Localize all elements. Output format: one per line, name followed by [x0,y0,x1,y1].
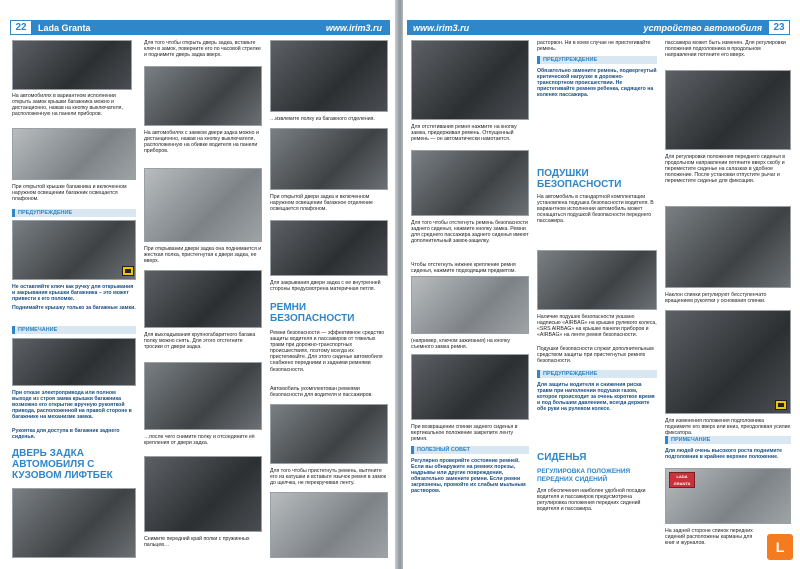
right-col1-p5: (например, ключом зажигания) на кнопку съемного замка ремня. [411,338,510,351]
left-col2-p4: Для выкладывания крупногабаритного багажа полку можно снять. Для этого отстегните тросики от двери задка. [144,332,256,351]
right-col3-p1: пассажира может быть изменен. Для регулировки положения подголовника в продольном направлении потяните его вверх. [665,40,786,59]
cargo-lamp-photo [270,128,388,190]
right-col3-p5: На задней стороне спинок передних сидений расположены карманы для книг и журналов. [665,528,753,547]
belt-fasten-photo [270,492,388,558]
seats-heading: СИДЕНЬЯ [537,452,587,463]
right-note-text: Для людей очень высокого роста поднимите подголовник в крайнее верхнее положение. [665,448,783,461]
photo-marker-icon [122,266,134,276]
shelf-cords-photo [144,270,262,328]
right-col2-p1: На автомобиль в стандартной комплектации установлена подушка безопасности водителя. В вариантном исполнении автомобиль может оснащаться подушкой безопасности переднего пассажира. [537,194,654,225]
right-col1-p3: Для того чтобы отстегнуть ремень безопасности заднего сиденья, нажмите кнопку замка. Ремни для среднего пассажира заднего сиденья имеют дополнительный замок-защелку. [411,220,529,245]
right-warning2-title: ПРЕДУПРЕЖДЕНИЕ [537,370,657,378]
site-url-left: www.irim3.ru [325,22,382,33]
publisher-logo-icon: L [767,534,793,560]
right-note-title: ПРИМЕЧАНИЕ [665,436,791,444]
right-col3-p3: Наклон спинки регулируют бесступенчато вращением рукоятки у основания спинки. [665,292,767,305]
shelf-pins-photo [144,456,262,532]
left-warning-title: ПРЕДУПРЕЖДЕНИЕ [12,209,136,217]
headrest-adjust-photo [665,310,791,414]
trunk-handle-photo [12,338,136,386]
left-col2-p1: Для того чтобы открыть дверь задка, вставьте ключ в замок, поверните его по часовой стрелке и поднимите дверь задка вверх. [144,40,261,59]
key-button-photo [411,276,529,334]
right-warning2-text: Для защиты водителя и снижения риска травм при наполнении подушки газом, которое происходит за очень короткое время и под большим давлением, всегда держите обе руки на рулевом колесе. [537,382,655,413]
liftback-heading: ДВЕРЬ ЗАДКА АВТОМОБИЛЯ С КУЗОВОМ ЛИФТБЕК [12,448,113,481]
left-col3-p4: Ремни безопасности — эффективное средство защиты водителя и пассажиров от тяжелых травм при дорожно-транспортных происшествиях, поэтому всегда их пристегивайте. Для этого сиденье автомобиля снабжено передними и задними ремнями безопасности. [270,330,385,373]
left-header [10,20,390,35]
seat-adjust-subheading: РЕГУЛИРОВКА ПОЛОЖЕНИЯ ПЕРЕДНИХ СИДЕНИЙ [537,468,631,483]
right-col3-p4: Для изменения положения подголовника поднимите его вверх или вниз, преодолевая усилие фиксатора. [665,418,791,437]
left-col3-p5: Автомобиль укомплектован ремнями безопасности для водителя и пассажиров. [270,386,373,399]
photo-marker-icon [775,400,787,410]
tip-title: ПОЛЕЗНЫЙ СОВЕТ [411,446,529,454]
trunk-lock-photo [12,40,132,90]
left-col3-p2: При открытой двери задка и включенном наружном освещении багажное отделение освещается плафоном. [270,194,373,213]
dashboard-button-photo [12,128,136,180]
left-warning-text-1: Не оставляйте ключ как ручку для открывания и закрывания крышки багажника – это может привести к его поломке. [12,284,134,303]
tip-text: Регулярно проверяйте состояние ремней. Если вы обнаружите на ремнях порезы, надрывы или другие повреждения, обязательно замените ремни. Если ремни загрязнены, промойте их слабым мыльным раствором. [411,458,526,495]
left-col2-p3: При открывании двери задка она поднимается и жесткая полка, пристегнутая к двери задка, ее вверх. [144,246,262,265]
airbag-label-photo [537,250,657,310]
left-page [0,0,397,569]
right-col3-p2: Для регулировки положения переднего сиденья в продольном направлении потяните вверх скобу и переместите сиденье на салазках в удобное положение. После установки отпустите рычаг и переместите сиденье для фиксации. [665,154,786,185]
left-warning-text-2: Поднимайте крышку только за багажные замки. [12,305,136,311]
right-warning-title: ПРЕДУПРЕЖДЕНИЕ [537,56,657,64]
left-col1-p2: При открытой крышке багажника и включенном наружном освещении багажник освещается плафоном. [12,184,127,203]
left-col1-p1: На автомобилях в вариантном исполнении открыть замок крышки багажника можно и дистанционно, нажав на кнопку выключателя, расположенную на панели приборов. [12,93,123,118]
seatbelts-heading: РЕМНИ БЕЗОПАСНОСТИ [270,302,355,324]
right-col1-p1: расторвон. Ни в коем случае не пристегивайте ремень. [537,40,651,53]
right-col1-p6: При возвращении спинки заднего сиденья в вертикальное положение закрепите ленту ремня. [411,424,518,443]
page-number-right: 23 [768,20,790,35]
liftback-loop-photo [270,220,388,276]
left-note-title: ПРИМЕЧАНИЕ [12,326,136,334]
right-col2-p3: Подушки безопасности служат дополнительным средством защиты при пристегнутых ремнях безопасности. [537,346,654,365]
right-col1-p4: Чтобы отстегнуть нижнее крепление ремня сиденья, нажмите подходящим предметом. [411,262,516,275]
left-col3-p6: Для того чтобы пристегнуть ремень, вытяните его из катушки и вставьте язычок ремня в замок до щелчка, не перекручивая ленту. [270,468,387,487]
right-page [403,0,800,569]
trunk-key-photo [12,220,136,280]
site-url-right: www.irim3.ru [413,22,470,33]
right-col1-p2: Для отстегивания ремня нажмите на кнопку замка, придерживая ремень. Отпущенный ремень — он автоматически намотается. [411,124,517,143]
open-liftback-photo [144,168,262,242]
left-note-text-1: При отказе электропривода или полном выходе из строя замка крышки багажника возможно его открытие вручную рукояткой привода, расположенной на правой стороне в багажнике на механизме замка. [12,390,132,421]
left-note-text-2: Рукоятка для доступа в багажник заднего сиденья. [12,428,120,441]
left-col2-p5: …после чего снимите полку и отсоедините её крепления от двери задка. [144,434,255,447]
left-col2-p2: На автомобилях с замком двери задка можно и дистанционно, нажав на кнопку выключателя, расположенную на обивке водителя на панели приборов. [144,130,259,155]
seat-slide-photo [665,206,791,288]
liftback-key-photo [144,66,262,126]
book-title: Lada Granta [38,22,91,33]
right-warning-text: Обязательно замените ремень, подвергнутый критической нагрузке в дорожно-транспортном происшествии. Не пристегивайте ремнем ребенка, сидящего на коленях пассажира. [537,68,657,99]
left-col3-p1: …извлеките полку из багажного отделения. [270,116,375,122]
section-title: устройство автомобиля [643,22,762,33]
left-col3-p3: Для закрывания двери задка с ее внутренней стороны предусмотрена материчная петля. [270,280,381,293]
liftback-lock-photo [12,488,136,558]
rear-belt-photo [411,150,529,216]
shelf-removal-photo [144,362,262,430]
page-number-left: 22 [10,20,32,35]
left-col2-p6: Снимите передний край полки с пружинных пальцев… [144,536,250,549]
shelf-extract-photo [270,40,388,112]
right-col2-p4: Для обеспечения наиболее удобной посадки водителя и пассажиров предусмотрена регулировка положения передних сидений водителя и пассажира. [537,488,646,513]
belt-buckle-photo [270,404,388,464]
belt-release-photo [411,40,529,120]
right-header [407,20,790,35]
airbags-heading: ПОДУШКИ БЕЗОПАСНОСТИ [537,168,622,190]
right-col2-p2: Наличие подушек безопасности указано надписью «AIRBAG» на крышке рулевого колеса, «SRS AIRBAG» на крышке панели приборов и «AIRBAG» на ленте ремня безопасности. [537,314,657,339]
headrest-photo [665,70,791,150]
book-cover-icon: LADA GRANTA [669,472,695,488]
seat-back-photo [411,354,529,420]
